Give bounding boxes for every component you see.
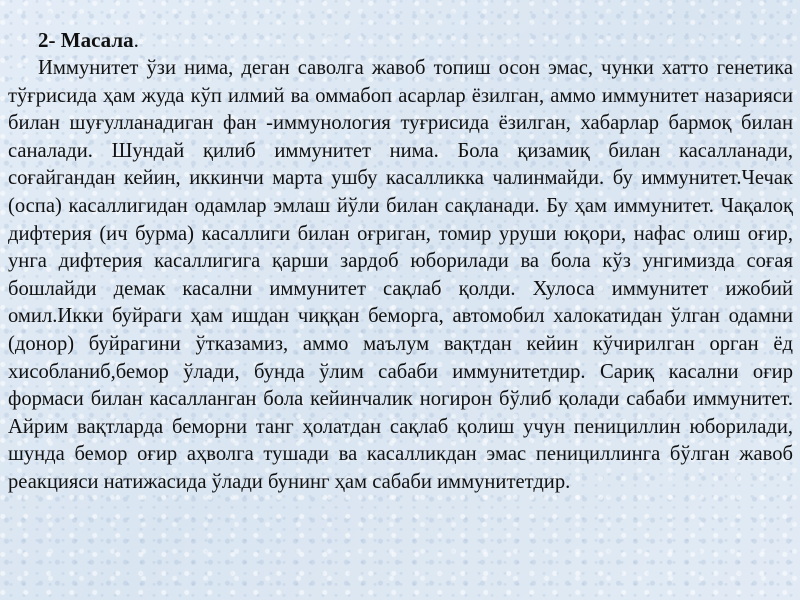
section-heading-punctuation: . [133, 28, 139, 52]
document-page [8, 26, 793, 497]
body-paragraph: Иммунитет ўзи нима, деган саволга жавоб топиш осон эмас, чунки хатто генетика тўғрисида ҳам жуда кўп илмий ва оммабоп асарлар ёзилган, аммо иммунитет назарияси билан шуғулланадиган фан -иммунология туғрисида ёзилган, хабарлар бармоқ билан саналади. Шундай қилиб иммунитет нима. Бола қизамиқ билан касалланади, соғайгандан кейин, иккинчи марта ушбу касалликка чалинмайди. бу иммунитет.Чечак (оспа) касаллигидан одамлар эмлаш йўли билан сақланади. Бу ҳам иммунитет. Чақалоқ дифтерия (ич бурма) касаллиги билан оғриган, томир уруши юқори, нафас олиш оғир, унга дифтерия касаллигига қарши зардоб юборилади ва бола кўз унгимизда соғая бошлайди демак касални иммунитет сақлаб қолди. Хулоса иммунитет ижобий омил.Икки буйраги ҳам ишдан чиққан беморга, автомобил халокатидан ўлган одамни (донор) буйрагини ўтказамиз, аммо маълум вақтдан кейин кўчирилган орган ёд хисобланиб,бемор ўлади, бунда ўлим сабаби иммунитетдир. Сариқ касални оғир формаси билан касалланган бола кейинчалик ногирон бўлиб қолади сабаби иммунитет. Айрим вақтларда беморни танг ҳолатдан сақлаб қолиш учун пенициллин юборилади, шунда бемор оғир аҳволга тушади ва касалликдан эмас пенициллинга бўлган жавоб реакцияси натижасида ўлади бунинг ҳам сабаби иммунитетдир. [8, 57, 793, 493]
section-heading [8, 26, 793, 55]
section-heading-label: 2- Масала [38, 28, 134, 52]
